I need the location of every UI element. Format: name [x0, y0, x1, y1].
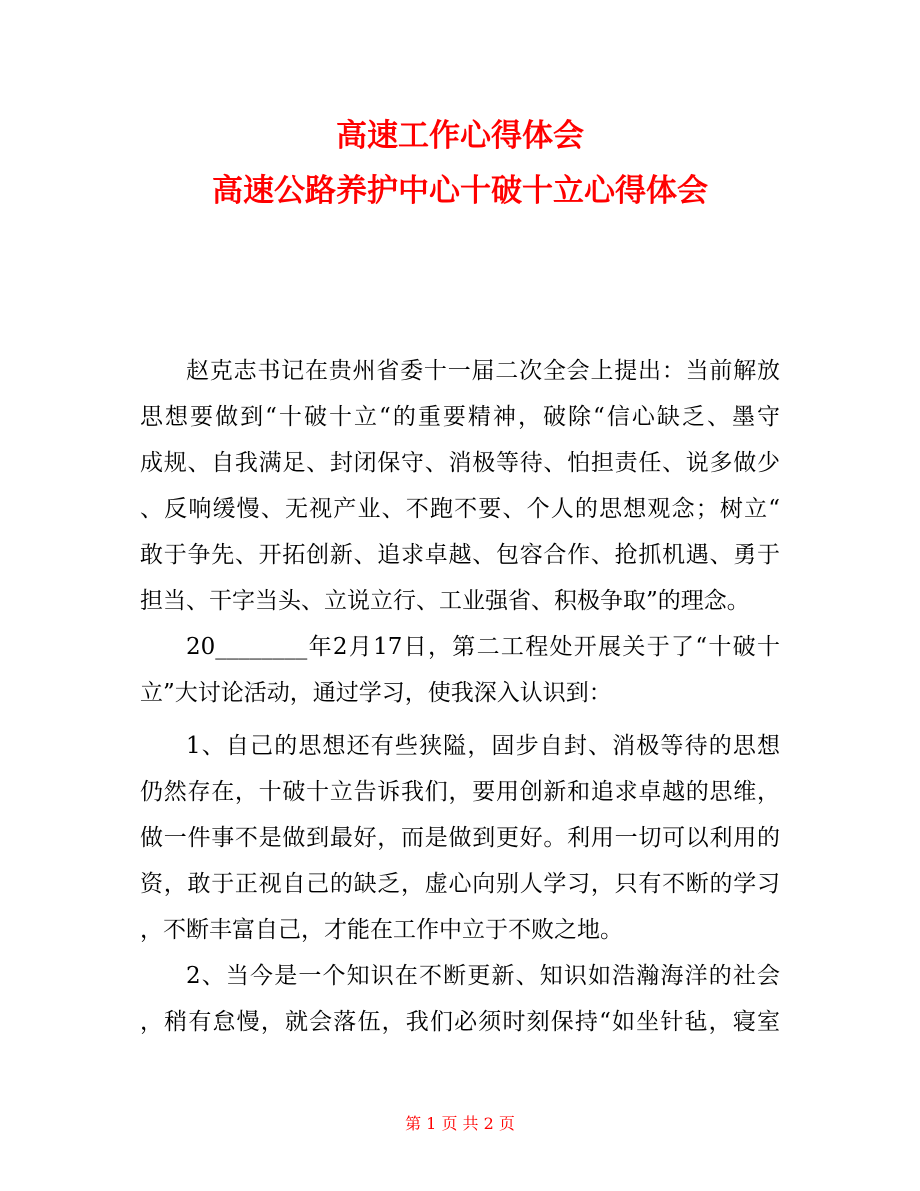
document-subtitle: 高速公路养护中心十破十立心得体会 [212, 173, 708, 209]
paragraph-line: 成规、自我满足、封闭保守、消极等待、怕担责任、说多做少 [140, 450, 780, 476]
paragraph-line: 赵克志书记在贵州省委十一届二次全会上提出：当前解放 [186, 358, 780, 384]
paragraph-line: 、反响缓慢、无视产业、不跑不要、个人的思想观念；树立“ [140, 496, 780, 522]
paragraph-line: 担当、干字当头、立说立行、工业强省、积极争取”的理念。 [140, 588, 750, 614]
paragraph-line: 2、当今是一个知识在不断更新、知识如浩瀚海洋的社会 [186, 963, 780, 989]
paragraph-line: 做一件事不是做到最好，而是做到更好。利用一切可以利用的 [140, 825, 780, 851]
paragraph-line: 思想要做到“十破十立“的重要精神，破除“信心缺乏、墨守 [140, 404, 780, 430]
paragraph-line: 资，敢于正视自己的缺乏，虚心向别人学习，只有不断的学习 [140, 871, 780, 897]
paragraph-line: 立”大讨论活动，通过学习，使我深入认识到： [140, 680, 612, 706]
paragraph-line: 仍然存在，十破十立告诉我们，要用创新和追求卓越的思维， [140, 779, 780, 805]
paragraph-line: 1、自己的思想还有些狭隘，固步自封、消极等待的思想 [186, 733, 780, 759]
paragraph-line: 20________年2月17日，第二工程处开展关于了“十破十 [186, 634, 780, 660]
paragraph-line: 敢于争先、开拓创新、追求卓越、包容合作、抢抓机遇、勇于 [140, 542, 780, 568]
paragraph-line: ，不断丰富自己，才能在工作中立于不败之地。 [140, 917, 623, 943]
paragraph-line: ，稍有怠慢，就会落伍，我们必须时刻保持“如坐针毡，寝室 [140, 1009, 780, 1035]
document-title: 高速工作心得体会 [336, 118, 584, 154]
page-number-footer: 第 1 页 共 2 页 [405, 1114, 515, 1133]
